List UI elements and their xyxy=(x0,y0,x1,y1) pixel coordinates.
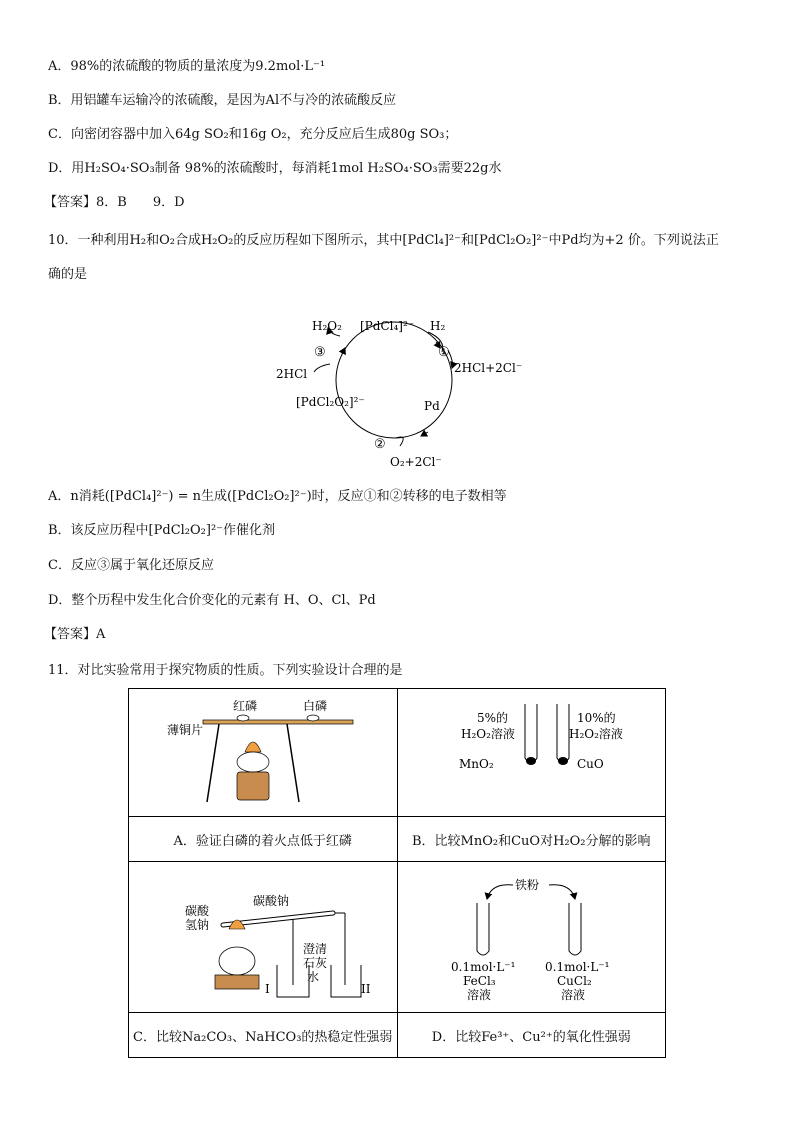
panel-a-image xyxy=(129,689,398,817)
d-right-tube xyxy=(569,903,581,955)
red-phosphorus xyxy=(237,715,249,721)
cycle-step3: ③ xyxy=(314,345,326,360)
d-arrow-right xyxy=(549,885,575,899)
cycle-hcl-in-label: 2HCl xyxy=(276,367,308,381)
white-phosphorus xyxy=(307,715,319,721)
d-right-word: 溶液 xyxy=(561,988,586,1002)
copper-sheet xyxy=(203,720,353,724)
answer-8-9: 【答案】8．B 9．D xyxy=(44,195,185,210)
b-right-conc: 10%的 xyxy=(577,710,616,725)
hcl-in-arrow xyxy=(314,364,330,372)
c-na2co3-label: 碳酸钠 xyxy=(252,894,289,908)
c-beaker-i: I xyxy=(264,982,270,996)
b-right-solution: H₂O₂溶液 xyxy=(569,726,624,741)
q10-stem-line2: 确的是 xyxy=(48,267,88,282)
flame xyxy=(245,742,261,752)
b-left-tube xyxy=(525,704,537,763)
c-beaker-ii-shape xyxy=(331,965,361,997)
cycle-h2-label: H₂ xyxy=(430,319,446,333)
b-cuo-powder xyxy=(558,757,568,765)
cycle-arrow-2 xyxy=(421,432,428,436)
caption-a: A．验证白磷的着火点低于红磷 xyxy=(129,817,398,862)
d-iron-label: 铁粉 xyxy=(515,878,540,892)
cycle-hcl-out-label: 2HCl+2Cl⁻ xyxy=(454,361,523,375)
cycle-arrow-3 xyxy=(342,348,345,354)
panel-a-svg xyxy=(163,692,363,810)
q9-option-c: C．向密闭容器中加入64g SO₂和16g O₂，充分反应后生成80g SO₃； xyxy=(48,127,458,142)
q10-option-c: C．反应③属于氧化还原反应 xyxy=(48,558,214,573)
c-lime-line1: 澄清 xyxy=(302,942,327,956)
c-beaker-ii: II xyxy=(360,982,371,996)
reaction-cycle-diagram xyxy=(268,306,528,472)
q10-option-d: D．整个历程中发生化合价变化的元素有 H、O、Cl、Pd xyxy=(48,593,376,608)
c-alcohol-lamp xyxy=(219,947,255,975)
cycle-top-label: [PdCl₄]²⁻ xyxy=(360,319,415,333)
cycle-h2o2-label: H₂O₂ xyxy=(312,319,342,333)
red-phosphorus-label: 红磷 xyxy=(232,698,257,713)
d-left-word: 溶液 xyxy=(467,988,492,1002)
caption-b: B．比较MnO₂和CuO对H₂O₂分解的影响 xyxy=(397,817,666,862)
panel-d-image xyxy=(397,862,666,1013)
cycle-step1: ① xyxy=(438,345,450,360)
tripod-leg-right xyxy=(287,724,299,802)
q9-option-a: A．98%的浓硫酸的物质的量浓度为9.2mol·L⁻¹ xyxy=(48,59,326,74)
c-nahco3-line2: 氢钠 xyxy=(184,918,209,932)
panel-d-svg xyxy=(421,865,641,1005)
panel-b-svg xyxy=(421,692,641,810)
d-arrow-left xyxy=(487,885,513,899)
caption-c: C．比较Na₂CO₃、NaHCO₃的热稳定性强弱 xyxy=(129,1013,398,1058)
c-wood-block xyxy=(215,975,259,989)
c-lime-line2: 石灰 xyxy=(302,956,327,970)
panel-c-image xyxy=(129,862,398,1013)
d-left-solute: FeCl₃ xyxy=(463,974,496,988)
experiment-table xyxy=(128,688,666,1058)
wood-block xyxy=(237,772,269,800)
b-right-tube xyxy=(557,704,569,763)
cycle-o2-label: O₂+2Cl⁻ xyxy=(390,455,442,469)
caption-d: D．比较Fe³⁺、Cu²⁺的氧化性强弱 xyxy=(397,1013,666,1058)
alcohol-lamp xyxy=(237,752,269,772)
q10-option-b: B．该反应历程中[PdCl₂O₂]²⁻作催化剂 xyxy=(48,523,276,538)
b-mno2-powder xyxy=(526,757,536,765)
cycle-step2: ② xyxy=(374,437,386,452)
panel-c-svg xyxy=(153,865,373,1005)
cycle-pd-label: Pd xyxy=(424,399,440,413)
d-left-conc: 0.1mol·L⁻¹ xyxy=(451,960,516,974)
cycle-circle xyxy=(336,322,452,438)
c-nahco3-line1: 碳酸 xyxy=(184,904,209,918)
cycle-left-complex: [PdCl₂O₂]²⁻ xyxy=(296,395,365,409)
d-left-tube xyxy=(477,903,489,955)
q11-stem: 11．对比实验常用于探究物质的性质。下列实验设计合理的是 xyxy=(48,663,403,678)
q9-option-d: D．用H₂SO₄·SO₃制备 98%的浓硫酸时，每消耗1mol H₂SO₄·SO₃需要22g水 xyxy=(48,161,502,176)
q9-option-b: B．用铝罐车运输冷的浓硫酸，是因为Al不与冷的浓硫酸反应 xyxy=(48,93,397,108)
b-cuo-label: CuO xyxy=(577,756,604,771)
b-mno2-label: MnO₂ xyxy=(459,756,494,771)
b-left-solution: H₂O₂溶液 xyxy=(461,726,516,741)
copper-sheet-label: 薄铜片 xyxy=(166,722,203,737)
d-right-conc: 0.1mol·L⁻¹ xyxy=(545,960,610,974)
q10-option-a: A．n消耗([PdCl₄]²⁻) = n生成([PdCl₂O₂]²⁻)时，反应①和②转移的电子数相等 xyxy=(48,489,507,504)
q10-stem-line1: 10．一种利用H₂和O₂合成H₂O₂的反应历程如下图所示，其中[PdCl₄]²⁻和[PdCl₂O₂]²⁻中Pd均为+2 价。下列说法正 xyxy=(48,233,719,248)
c-lime-line3: 水 xyxy=(306,970,319,984)
tripod-leg-left xyxy=(207,724,219,802)
b-left-conc: 5%的 xyxy=(477,710,509,725)
white-phosphorus-label: 白磷 xyxy=(302,698,327,713)
d-right-solute: CuCl₂ xyxy=(557,974,592,988)
panel-b-image xyxy=(397,689,666,817)
q10-answer: 【答案】A xyxy=(44,627,106,642)
